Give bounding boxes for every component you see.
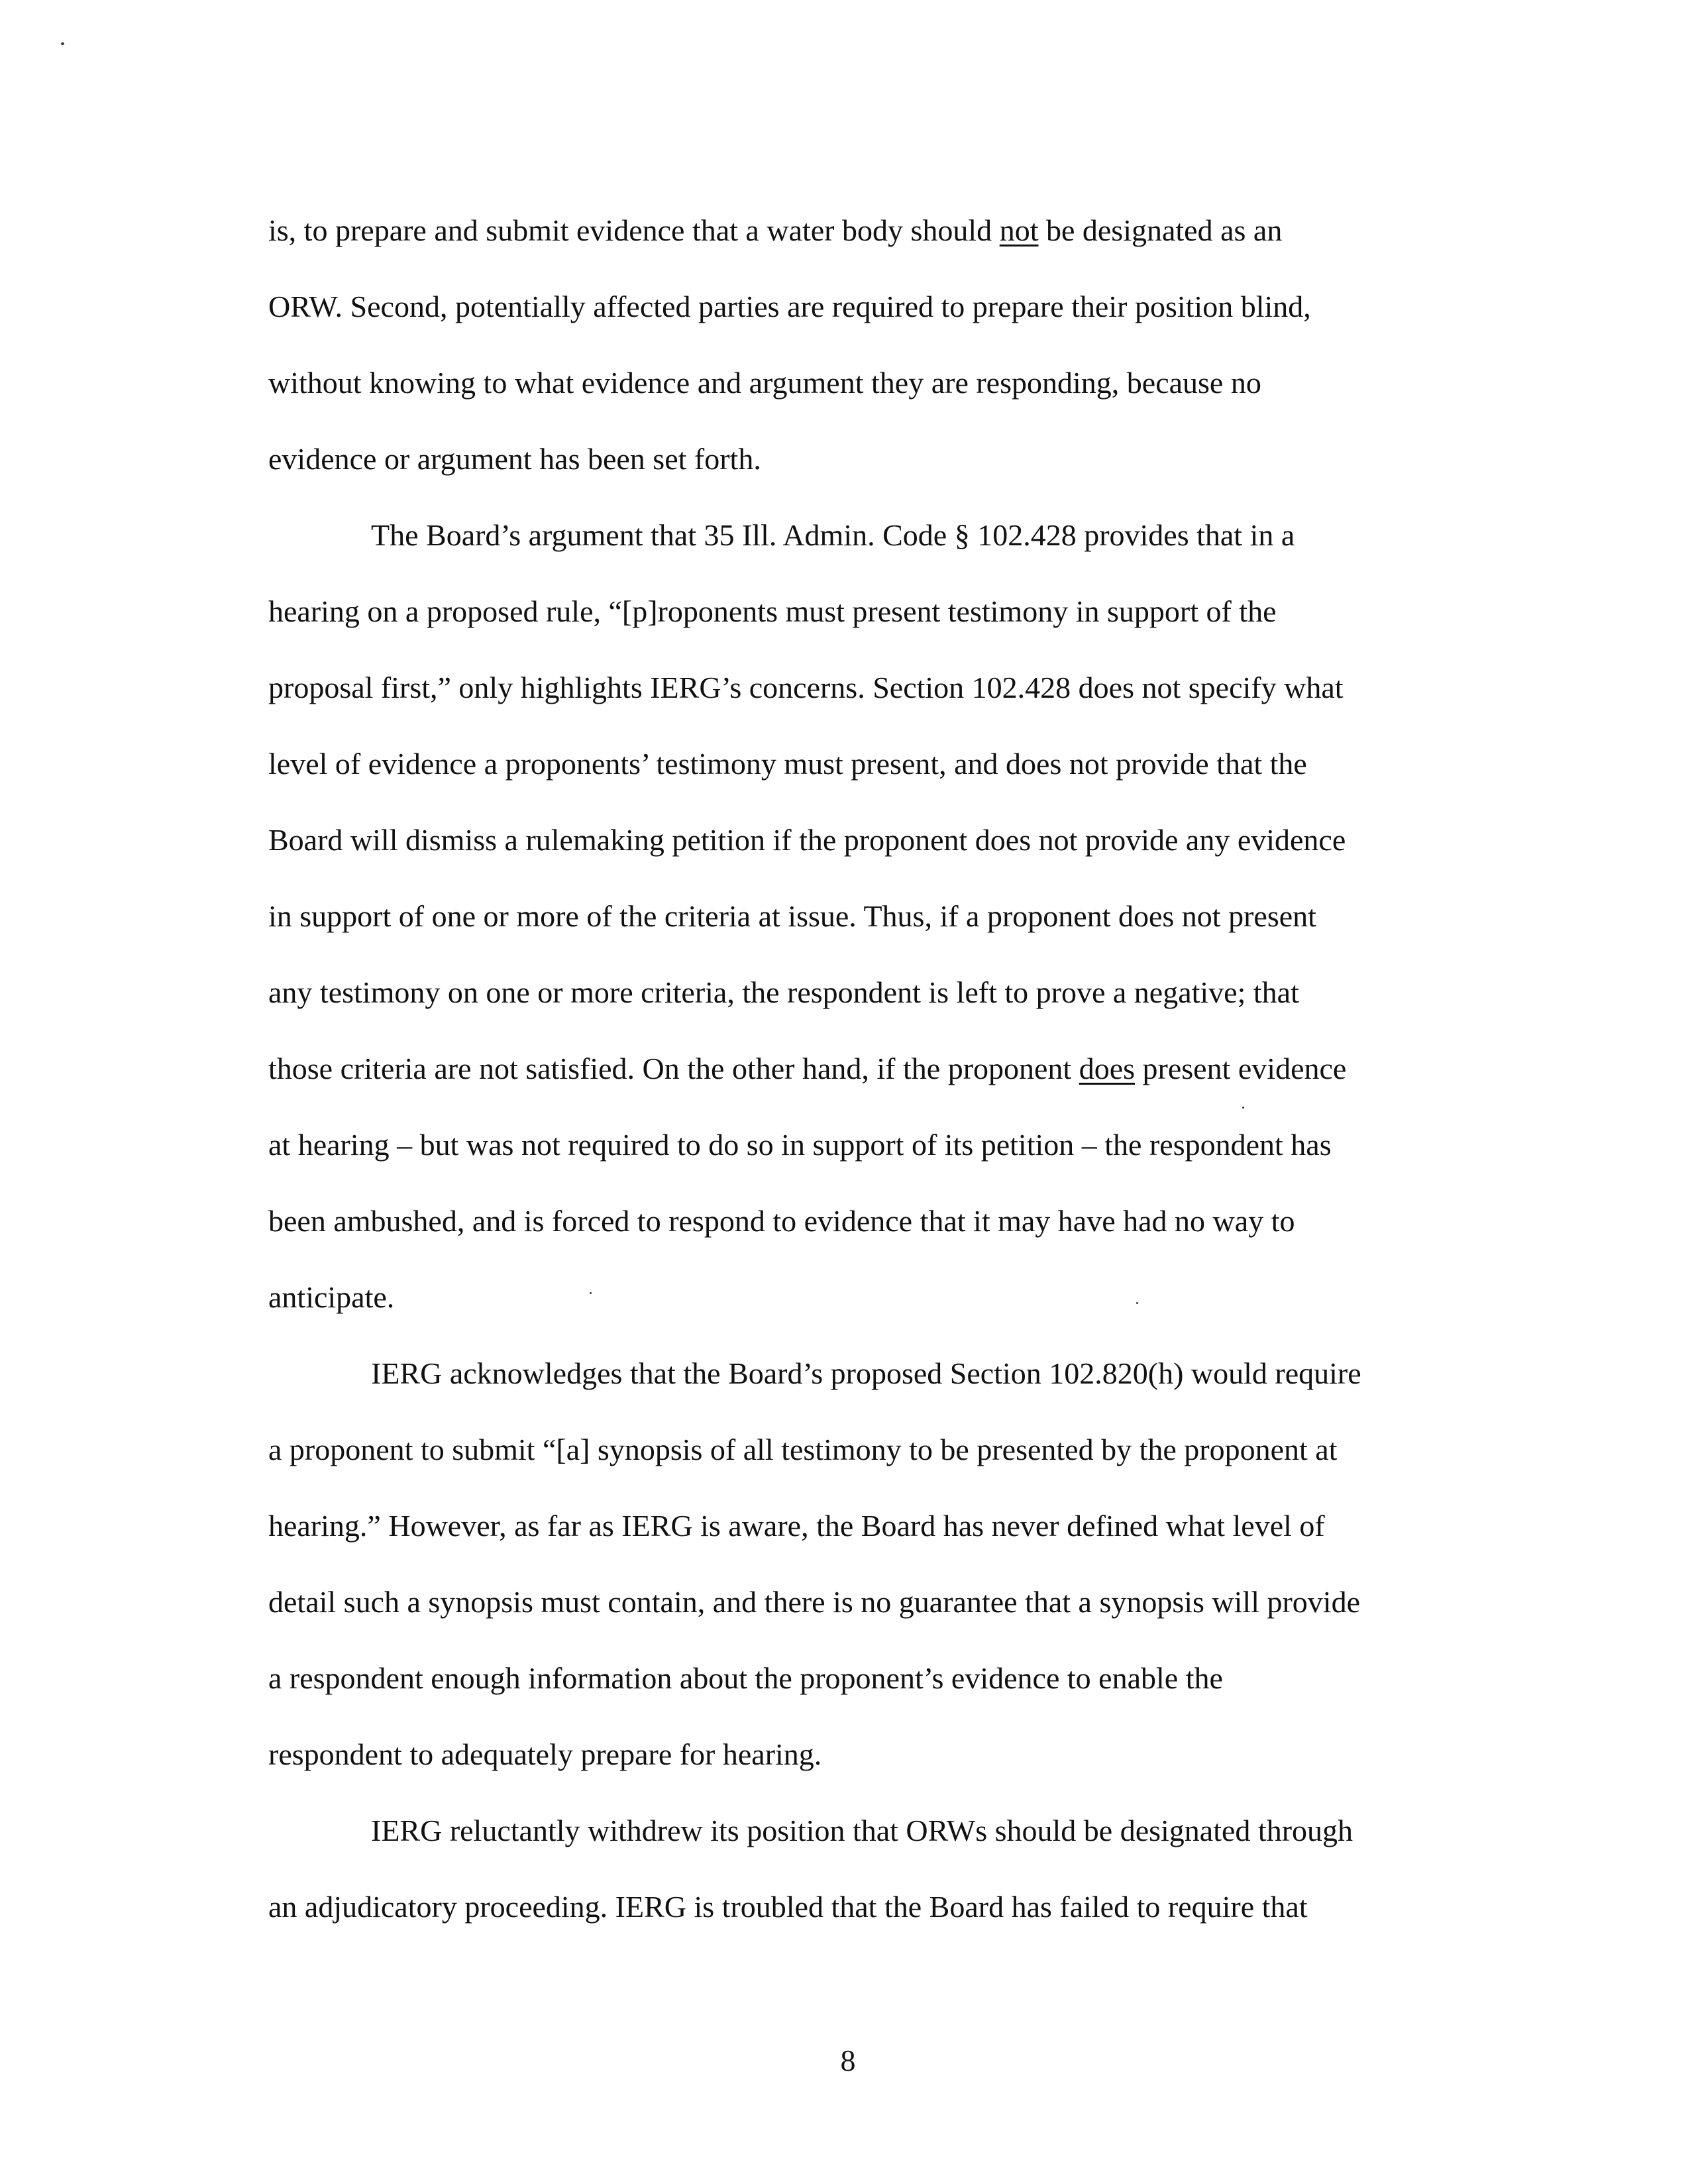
text-segment: a respondent enough information about the proponent’s evidence to enable the [268, 1661, 1223, 1695]
paragraph [268, 1335, 1474, 1792]
text-line [268, 1488, 1474, 1564]
text-line [268, 1183, 1474, 1259]
text-segment: at hearing – but was not required to do so in support of its petition – the respondent has [268, 1128, 1332, 1162]
underlined-text: not [999, 213, 1039, 247]
text-segment: IERG reluctantly withdrew its position that ORWs should be designated through [371, 1814, 1353, 1847]
text-line [268, 1107, 1474, 1183]
text-line [268, 1869, 1474, 1945]
text-segment: respondent to adequately prepare for hearing. [268, 1737, 822, 1771]
text-segment: an adjudicatory proceeding. IERG is troubled that the Board has failed to require that [268, 1890, 1308, 1924]
text-segment: detail such a synopsis must contain, and there is no guarantee that a synopsis will provide [268, 1585, 1361, 1619]
text-segment: evidence or argument has been set forth. [268, 442, 761, 476]
text-line [268, 1030, 1474, 1107]
text-segment: hearing.” However, as far as IERG is aware, the Board has never defined what level of [268, 1509, 1325, 1543]
text-segment: anticipate. [268, 1280, 395, 1314]
text-segment: Board will dismiss a rulemaking petition if the proponent does not provide any evidence [268, 823, 1346, 857]
text-segment: level of evidence a proponents’ testimony must present, and does not provide that the [268, 747, 1307, 781]
text-segment: The Board’s argument that 35 Ill. Admin. Code § 102.428 provides that in a [371, 518, 1295, 552]
text-segment: ORW. Second, potentially affected parties are required to prepare their position blind, [268, 290, 1311, 323]
text-segment: been ambushed, and is forced to respond to evidence that it may have had no way to [268, 1204, 1295, 1238]
text-line [268, 1411, 1474, 1488]
text-line [268, 268, 1474, 345]
text-line [268, 1640, 1474, 1716]
text-segment: a proponent to submit “[a] synopsis of all testimony to be presented by the proponent at [268, 1433, 1338, 1466]
text-line [268, 726, 1474, 802]
text-line [268, 649, 1474, 726]
text-line [268, 497, 1474, 573]
scan-speck [61, 42, 64, 45]
underlined-text: does [1079, 1052, 1136, 1085]
text-line [268, 192, 1474, 268]
text-segment: be designated as an [1038, 213, 1283, 247]
text-line [268, 1564, 1474, 1640]
text-segment: any testimony on one or more criteria, the respondent is left to prove a negative; that [268, 975, 1299, 1009]
text-segment: IERG acknowledges that the Board’s proposed Section 102.820(h) would require [371, 1356, 1361, 1390]
text-line [268, 1259, 1474, 1335]
text-line [268, 1792, 1474, 1869]
text-segment: proposal first,” only highlights IERG’s concerns. Section 102.428 does not specify what [268, 671, 1344, 704]
text-segment: hearing on a proposed rule, “[p]roponents must present testimony in support of the [268, 594, 1277, 628]
text-segment: present evidence [1135, 1052, 1347, 1085]
paragraph [268, 1792, 1474, 1945]
text-segment: without knowing to what evidence and argument they are responding, because no [268, 366, 1261, 400]
text-line [268, 1716, 1474, 1792]
text-segment: those criteria are not satisfied. On the other hand, if the proponent [268, 1052, 1079, 1085]
text-segment: is, to prepare and submit evidence that a water body should [268, 213, 1000, 247]
text-segment: in support of one or more of the criteria at issue. Thus, if a proponent does not present [268, 899, 1316, 933]
text-line [268, 345, 1474, 421]
paragraph [268, 497, 1474, 1335]
text-line [268, 1335, 1474, 1411]
text-line [268, 802, 1474, 878]
text-line [268, 573, 1474, 649]
paragraph [268, 192, 1474, 497]
body-text [268, 192, 1474, 1945]
page-number: 8 [840, 2044, 856, 2077]
text-line [268, 421, 1474, 497]
text-line [268, 878, 1474, 954]
text-line [268, 954, 1474, 1030]
